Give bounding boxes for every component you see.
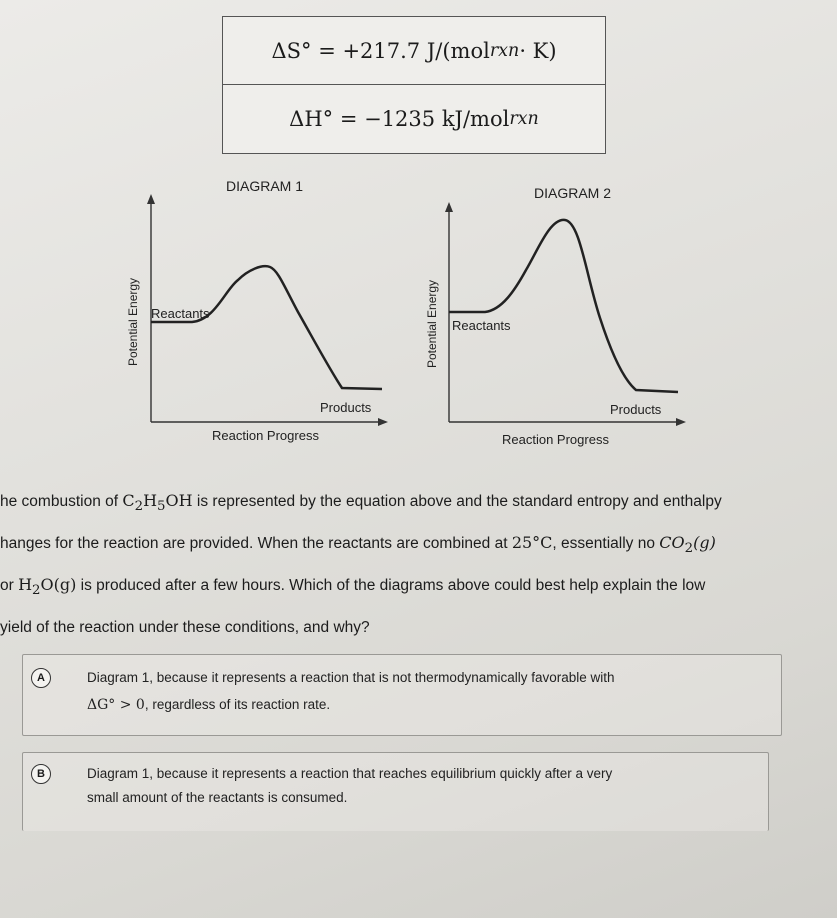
question-text — [0, 483, 830, 646]
diagram-2 — [420, 170, 690, 455]
question-line-3 — [0, 567, 830, 609]
answer-choice-a[interactable] — [22, 654, 782, 736]
co2-state: (g) — [693, 533, 716, 553]
diagram-1-reactants-label: Reactants — [151, 306, 210, 321]
diagram-1-y-label: Potential Energy — [126, 277, 140, 366]
temperature: 25°C — [511, 533, 553, 553]
enthalpy-value: = −1235 kJ/mol — [339, 106, 510, 131]
choice-a-line-2 — [87, 691, 330, 719]
answer-choice-b[interactable] — [22, 752, 769, 831]
h2o-o: O(g) — [40, 575, 77, 595]
diagram-2-y-label: Potential Energy — [425, 279, 439, 368]
diagram-2-energy-curve — [449, 220, 678, 392]
diagram-1 — [120, 170, 390, 450]
diagram-1-y-arrowhead — [147, 194, 155, 204]
formula-ethanol — [122, 491, 193, 515]
entropy-row — [223, 17, 605, 84]
question-line-3-end: is produced after a few hours. Which of the diagrams above could best help explain the low — [76, 577, 706, 595]
diagram-2-y-arrowhead — [445, 202, 453, 212]
formula-oh: OH — [165, 491, 193, 510]
co2-symbol: CO — [659, 533, 685, 553]
enthalpy-row — [223, 84, 605, 152]
diagram-1-title: DIAGRAM 1 — [226, 178, 304, 194]
diagram-1-energy-curve — [151, 266, 382, 389]
entropy-symbol: ΔS° — [271, 38, 312, 63]
question-line-1 — [0, 483, 830, 525]
question-line-2 — [0, 525, 830, 567]
diagram-2-products-label: Products — [610, 402, 662, 417]
formula-h: H — [143, 491, 158, 510]
diagram-1-x-arrowhead — [378, 418, 388, 426]
formula-c: C — [122, 491, 135, 510]
diagram-1-x-label: Reaction Progress — [212, 428, 319, 443]
formula-h-sub: 5 — [157, 499, 166, 515]
diagram-2-x-label: Reaction Progress — [502, 432, 609, 447]
question-line-1-start: he combustion of — [0, 493, 123, 510]
entropy-unit-subscript: rxn — [489, 40, 520, 61]
enthalpy-unit-subscript: rxn — [509, 108, 539, 129]
h2o-sub: 2 — [32, 583, 41, 599]
co2-sub: 2 — [684, 541, 694, 557]
question-line-2-mid: , essentially no — [552, 535, 660, 553]
diagram-2-x-arrowhead — [676, 418, 686, 426]
diagram-2-reactants-label: Reactants — [452, 318, 511, 333]
h2o-h: H — [18, 575, 33, 595]
formula-h2o — [18, 575, 77, 599]
formula-co2 — [659, 533, 716, 557]
choice-b-line-1: Diagram 1, because it represents a reaction that reaches equilibrium quickly after a very — [87, 766, 613, 781]
question-line-2-start: hanges for the reaction are provided. When the reactants are combined at — [0, 535, 512, 553]
formula-c-sub: 2 — [134, 499, 144, 515]
choice-letter-a: A — [31, 668, 51, 688]
choice-a-line-1: Diagram 1, because it represents a reaction that is not thermodynamically favorable with — [87, 670, 615, 685]
choice-letter-b: B — [31, 764, 51, 784]
diagram-1-products-label: Products — [320, 400, 372, 415]
entropy-unit-tail: · K) — [519, 38, 557, 63]
diagram-2-title: DIAGRAM 2 — [534, 185, 612, 201]
entropy-value: = +217.7 J/(mol — [318, 38, 490, 63]
delta-g-expression: ΔG° > 0 — [87, 697, 145, 713]
choice-a-line-2-tail: , regardless of its reaction rate. — [144, 697, 331, 712]
question-line-1-end: is represented by the equation above and the standard entropy and enthalpy — [192, 493, 722, 510]
question-line-4: yield of the reaction under these conditions, and why? — [0, 618, 370, 636]
enthalpy-symbol: ΔH° — [289, 106, 334, 131]
thermo-values-table — [222, 16, 606, 154]
question-line-3-start: or — [0, 577, 19, 595]
choice-b-line-2: small amount of the reactants is consumed. — [87, 790, 348, 805]
